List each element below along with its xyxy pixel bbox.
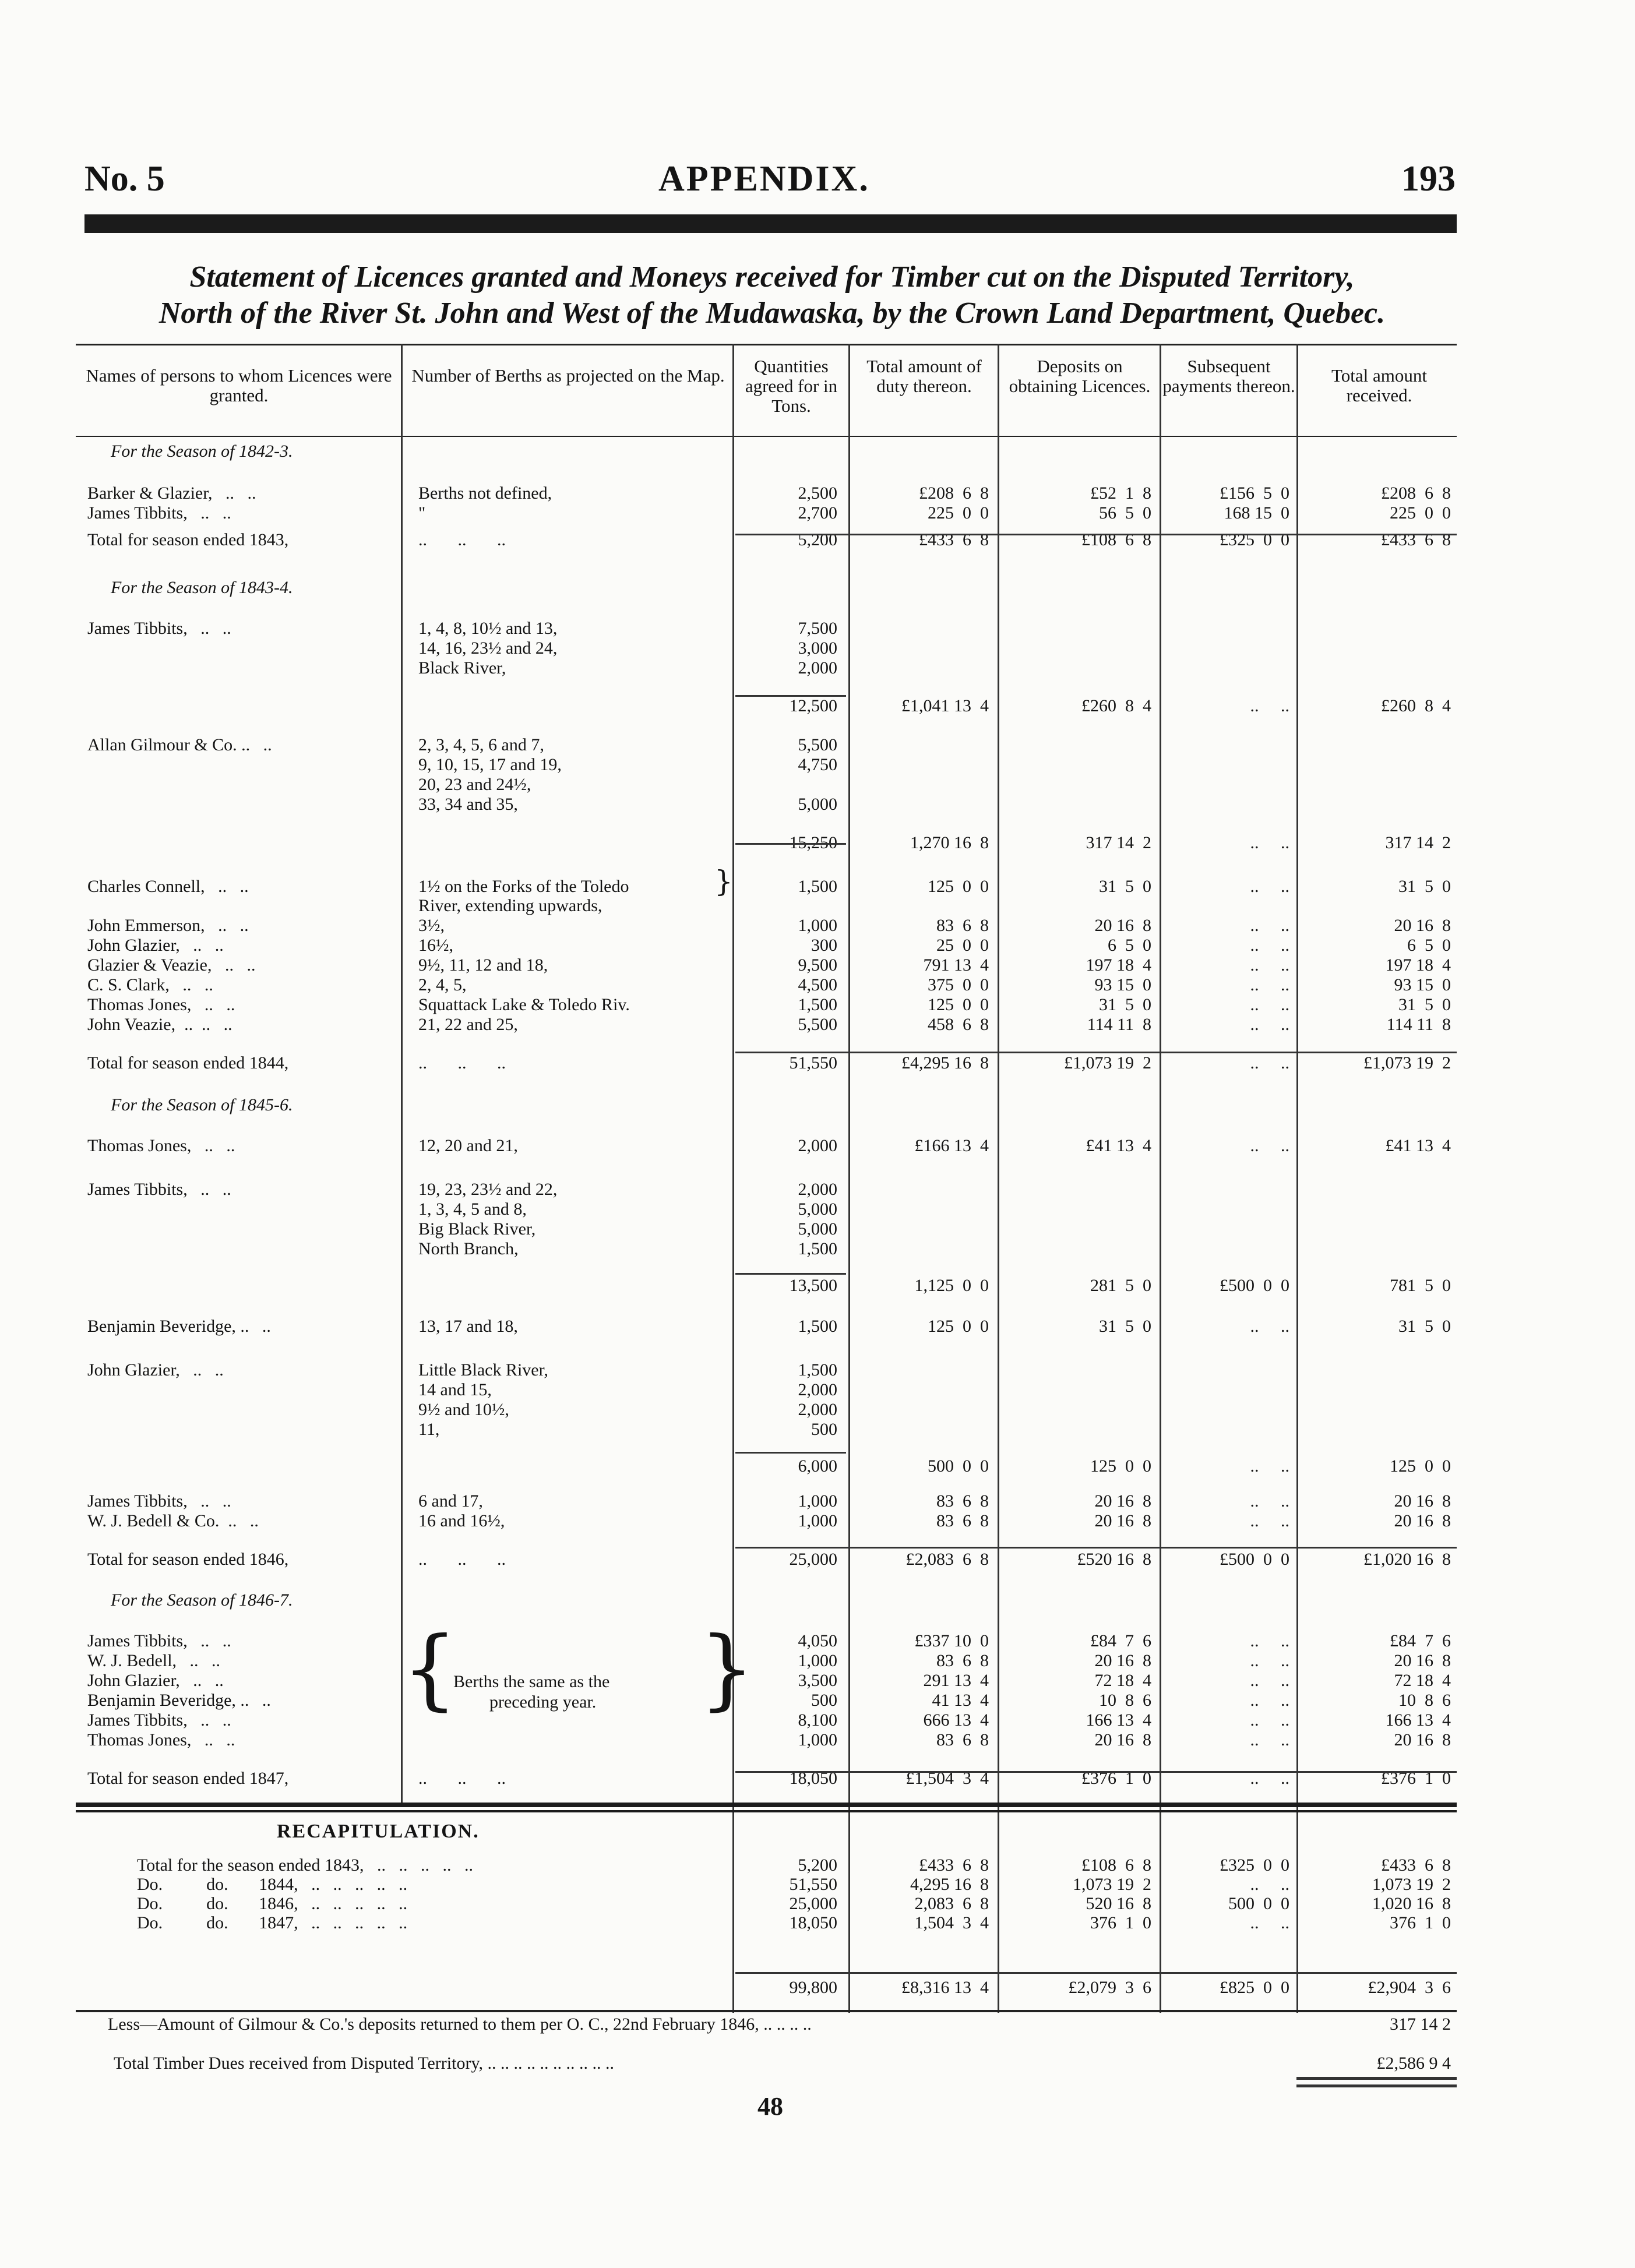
duty-cell: £337 10 0 (914, 1631, 989, 1650)
received-cell: £376 1 0 (1381, 1769, 1451, 1788)
deposit-cell: 20 16 8 (1094, 1651, 1151, 1670)
subsequent-cell: .. .. (1250, 1651, 1289, 1670)
recap-total-rule (735, 1972, 1457, 1974)
subtotal-rule (735, 1273, 846, 1275)
subsequent-cell: .. .. (1250, 696, 1289, 715)
berth-numbers: Squattack Lake & Toledo Riv. (418, 995, 630, 1014)
received-cell: 31 5 0 (1398, 1317, 1451, 1336)
received-cell: 114 11 8 (1386, 1015, 1451, 1034)
licensee-name: John Emmerson, .. .. (87, 916, 249, 935)
duty-cell: 458 6 8 (928, 1015, 989, 1034)
subsequent-cell: .. .. (1250, 833, 1289, 852)
deposit-cell: 31 5 0 (1099, 995, 1151, 1014)
licensee-name: Total for season ended 1844, (87, 1053, 289, 1073)
deposit-cell: 56 5 0 (1099, 503, 1151, 523)
page-heading: APPENDIX. (658, 159, 870, 199)
berth-numbers: 9½, 11, 12 and 18, (418, 955, 548, 975)
received-cell: 6 5 0 (1407, 936, 1451, 955)
berth-numbers: 12, 20 and 21, (418, 1136, 518, 1155)
tons-cell: 25,000 (789, 1894, 837, 1913)
duty-cell: £8,316 13 4 (901, 1978, 989, 1997)
received-cell: 31 5 0 (1398, 995, 1451, 1014)
berth-numbers: 16 and 16½, (418, 1511, 505, 1530)
table-top-rule (76, 344, 1457, 345)
licensee-name: James Tibbits, .. .. (87, 503, 231, 523)
berth-numbers: .. .. .. (418, 530, 506, 549)
subsequent-cell: .. .. (1250, 877, 1289, 896)
duty-cell: £1,041 13 4 (901, 696, 989, 715)
duty-cell: 83 6 8 (936, 1511, 989, 1530)
tons-cell: 7,500 (798, 619, 837, 638)
total-dues-label: Total Timber Dues received from Disputed Territory, .. .. .. .. .. .. .. .. .. .. (114, 2054, 614, 2073)
berth-numbers: 13, 17 and 18, (418, 1317, 518, 1336)
subtotal-rule (735, 1547, 1457, 1549)
tons-cell: 2,000 (798, 1380, 837, 1399)
recap-label: Total for the season ended 1843, .. .. .. .. .. (137, 1856, 473, 1875)
subsequent-cell: .. .. (1250, 1913, 1289, 1932)
berth-numbers: Big Black River, (418, 1219, 536, 1239)
subsequent-cell: .. .. (1250, 995, 1289, 1014)
duty-cell: 500 0 0 (928, 1456, 989, 1476)
received-cell: 20 16 8 (1394, 1651, 1451, 1670)
tons-cell: 4,050 (798, 1631, 837, 1650)
licensee-name: James Tibbits, .. .. (87, 1631, 231, 1650)
season-label: For the Season of 1846-7. (111, 1590, 293, 1610)
duty-cell: 2,083 6 8 (914, 1894, 989, 1913)
received-cell: 225 0 0 (1390, 503, 1451, 523)
duty-cell: 1,504 3 4 (914, 1913, 989, 1932)
section-number: No. 5 (84, 159, 165, 199)
header-bottom-rule (76, 436, 1457, 437)
col-divider-2 (732, 344, 734, 2013)
duty-cell: 666 13 4 (923, 1710, 989, 1730)
tons-cell: 51,550 (789, 1875, 837, 1894)
subtotal-rule (735, 695, 846, 697)
subsequent-cell: .. .. (1250, 1631, 1289, 1650)
subsequent-cell: £325 0 0 (1220, 1856, 1289, 1875)
season-label: For the Season of 1842-3. (111, 442, 293, 461)
subsequent-cell: .. .. (1250, 1511, 1289, 1530)
duty-cell: 291 13 4 (923, 1671, 989, 1690)
deposit-cell: £520 16 8 (1077, 1550, 1151, 1569)
deposit-cell: 72 18 4 (1094, 1671, 1151, 1690)
licensee-name: Benjamin Beveridge, .. .. (87, 1317, 271, 1336)
licensee-name: Glazier & Veazie, .. .. (87, 955, 256, 975)
duty-cell: 25 0 0 (936, 936, 989, 955)
subsequent-cell: .. .. (1250, 1317, 1289, 1336)
subsequent-cell: 168 15 0 (1224, 503, 1289, 523)
subsequent-cell: .. .. (1250, 1491, 1289, 1511)
deposit-cell: £376 1 0 (1081, 1769, 1151, 1788)
berth-numbers: Little Black River, (418, 1360, 548, 1380)
tons-cell: 1,000 (798, 1511, 837, 1530)
licensee-name: Charles Connell, .. .. (87, 877, 249, 896)
tons-cell: 12,500 (789, 696, 837, 715)
deposit-cell: 281 5 0 (1090, 1276, 1151, 1295)
tons-cell: 2,000 (798, 1400, 837, 1419)
tons-cell: 2,000 (798, 1180, 837, 1199)
received-cell: 20 16 8 (1394, 1730, 1451, 1750)
deposit-cell: 93 15 0 (1094, 975, 1151, 994)
licensee-name: W. J. Bedell & Co. .. .. (87, 1511, 259, 1530)
deposit-cell: 6 5 0 (1108, 936, 1151, 955)
recap-label: Do. do. 1846, .. .. .. .. .. (137, 1894, 408, 1913)
duty-cell: 1,125 0 0 (914, 1276, 989, 1295)
caption-line-2: North of the River St. John and West of the Mudawaska, by the Crown Land Department, Quebec. (158, 297, 1386, 330)
colhead-duty: Total amount of duty thereon. (866, 356, 982, 396)
received-cell: £433 6 8 (1381, 1856, 1451, 1875)
subsequent-cell: £500 0 0 (1220, 1550, 1289, 1569)
berth-numbers: 20, 23 and 24½, (418, 775, 531, 794)
received-cell: 125 0 0 (1390, 1456, 1451, 1476)
tons-cell: 13,500 (789, 1276, 837, 1295)
received-cell: £2,904 3 6 (1368, 1978, 1451, 1997)
deposit-cell: 197 18 4 (1086, 955, 1151, 975)
tons-cell: 51,550 (789, 1053, 837, 1073)
licensee-name: Thomas Jones, .. .. (87, 995, 235, 1014)
col-divider-3 (848, 344, 850, 2013)
subsequent-cell: .. .. (1250, 936, 1289, 955)
colhead-subsequent: Subsequent payments thereon. (1162, 356, 1295, 396)
tons-cell: 4,750 (798, 755, 837, 774)
berth-numbers: 14, 16, 23½ and 24, (418, 639, 558, 658)
duty-cell: 1,270 16 8 (910, 833, 989, 852)
tons-cell: 3,000 (798, 639, 837, 658)
duty-cell: 83 6 8 (936, 1491, 989, 1511)
col-divider-6 (1296, 344, 1298, 2013)
berth-numbers: 2, 3, 4, 5, 6 and 7, (418, 735, 544, 754)
deposit-cell: 520 16 8 (1086, 1894, 1151, 1913)
deposit-cell: 376 1 0 (1090, 1913, 1151, 1932)
subtotal-rule (735, 1452, 846, 1454)
header-rule (84, 214, 1457, 233)
total-dues-value: £2,586 9 4 (1376, 2054, 1451, 2073)
duty-cell: £166 13 4 (914, 1136, 989, 1155)
duty-cell: 83 6 8 (936, 916, 989, 935)
berth-numbers: 1, 3, 4, 5 and 8, (418, 1200, 527, 1219)
berth-numbers: " (418, 503, 426, 523)
deposit-cell: 10 8 6 (1099, 1691, 1151, 1710)
tons-cell: 15,250 (789, 833, 837, 852)
tons-cell: 3,500 (798, 1671, 837, 1690)
tons-cell: 1,000 (798, 1730, 837, 1750)
berth-numbers: 1½ on the Forks of the Toledo (418, 877, 629, 896)
deposit-cell: 166 13 4 (1086, 1710, 1151, 1730)
deposit-cell: 114 11 8 (1087, 1015, 1151, 1034)
deposit-cell: £2,079 3 6 (1068, 1978, 1151, 1997)
duty-cell: 41 13 4 (932, 1691, 989, 1710)
deposit-cell: 20 16 8 (1094, 1491, 1151, 1511)
received-cell: 72 18 4 (1394, 1671, 1451, 1690)
received-cell: 376 1 0 (1390, 1913, 1451, 1932)
deposit-cell: 31 5 0 (1099, 1317, 1151, 1336)
tons-cell: 5,500 (798, 1015, 837, 1034)
duty-cell: 4,295 16 8 (910, 1875, 989, 1894)
tons-cell: 2,500 (798, 484, 837, 503)
licensee-name: John Glazier, .. .. (87, 1360, 224, 1380)
subsequent-cell: £325 0 0 (1220, 530, 1289, 549)
total-underline (1296, 2077, 1457, 2080)
received-cell: 1,073 19 2 (1372, 1875, 1451, 1894)
subsequent-cell: .. .. (1250, 1671, 1289, 1690)
subsequent-cell: .. .. (1250, 975, 1289, 994)
caption-line-1: Statement of Licences granted and Moneys received for Timber cut on the Disputed Territory, (189, 260, 1355, 294)
licensee-name: Thomas Jones, .. .. (87, 1136, 235, 1155)
licensee-name: W. J. Bedell, .. .. (87, 1651, 221, 1670)
deposit-cell: £260 8 4 (1081, 696, 1151, 715)
berth-numbers: Berths not defined, (418, 484, 552, 503)
colhead-deposits: Deposits on obtaining Licences. (1009, 356, 1151, 396)
left-brace-icon: { (402, 1618, 458, 1720)
received-cell: 1,020 16 8 (1372, 1894, 1451, 1913)
berths-note-line-1: Berths the same as the (453, 1672, 610, 1691)
duty-cell: £208 6 8 (919, 484, 989, 503)
duty-cell: 83 6 8 (936, 1651, 989, 1670)
received-cell: 317 14 2 (1385, 833, 1451, 852)
berth-numbers: 33, 34 and 35, (418, 795, 518, 814)
licensee-name: John Veazie, .. .. .. (87, 1015, 232, 1034)
licensee-name: John Glazier, .. .. (87, 1671, 224, 1690)
berth-numbers: 9½ and 10½, (418, 1400, 509, 1419)
deposit-cell: £1,073 19 2 (1064, 1053, 1151, 1073)
tons-cell: 5,000 (798, 1219, 837, 1239)
subsequent-cell: £825 0 0 (1220, 1978, 1289, 1997)
subsequent-cell: .. .. (1250, 1710, 1289, 1730)
berth-numbers: 6 and 17, (418, 1491, 483, 1511)
subsequent-cell: .. .. (1250, 1730, 1289, 1750)
received-cell: 20 16 8 (1394, 1491, 1451, 1511)
duty-cell: 225 0 0 (928, 503, 989, 523)
berth-numbers: 2, 4, 5, (418, 975, 467, 994)
tons-cell: 1,000 (798, 1651, 837, 1670)
received-cell: 166 13 4 (1385, 1710, 1451, 1730)
tons-cell: 2,000 (798, 1136, 837, 1155)
berth-numbers: North Branch, (418, 1239, 519, 1258)
duty-cell: 791 13 4 (923, 955, 989, 975)
subtotal-rule (735, 534, 1457, 535)
recap-label: Do. do. 1847, .. .. .. .. .. (137, 1913, 408, 1932)
received-cell: £260 8 4 (1381, 696, 1451, 715)
recap-rule (76, 1803, 1457, 1812)
subsequent-cell: .. .. (1250, 1053, 1289, 1073)
tons-cell: 1,500 (798, 1239, 837, 1258)
colhead-tons: Quantities agreed for in Tons. (745, 356, 838, 416)
deposit-cell: £108 6 8 (1081, 1856, 1151, 1875)
subtotal-rule (735, 843, 846, 845)
berth-numbers: .. .. .. (418, 1053, 506, 1073)
subsequent-cell: .. .. (1250, 1875, 1289, 1894)
recap-label: Do. do. 1844, .. .. .. .. .. (137, 1875, 408, 1894)
received-cell: 93 15 0 (1394, 975, 1451, 994)
duty-cell: £4,295 16 8 (901, 1053, 989, 1073)
licensee-name: Total for season ended 1847, (87, 1769, 289, 1788)
subsequent-cell: .. .. (1250, 916, 1289, 935)
right-brace-icon: } (699, 1618, 755, 1720)
col-divider-5 (1160, 344, 1161, 2013)
tons-cell: 1,500 (798, 995, 837, 1014)
received-cell: £208 6 8 (1381, 484, 1451, 503)
recap-bottom-rule (76, 2010, 1457, 2012)
subsequent-cell: .. .. (1250, 955, 1289, 975)
received-cell: 20 16 8 (1394, 916, 1451, 935)
tons-cell: 5,200 (798, 530, 837, 549)
tons-cell: 2,000 (798, 658, 837, 678)
tons-cell: 500 (811, 1420, 837, 1439)
deposit-cell: 31 5 0 (1099, 877, 1151, 896)
received-cell: £84 7 6 (1390, 1631, 1451, 1650)
deposit-cell: £84 7 6 (1090, 1631, 1151, 1650)
berth-numbers: 19, 23, 23½ and 22, (418, 1180, 558, 1199)
berth-numbers: .. .. .. (418, 1769, 506, 1788)
deposit-cell: 1,073 19 2 (1073, 1875, 1151, 1894)
received-cell: £433 6 8 (1381, 530, 1451, 549)
subtotal-rule (735, 1771, 1457, 1773)
duty-cell: £433 6 8 (919, 530, 989, 549)
subsequent-cell: .. .. (1250, 1691, 1289, 1710)
licensee-name: James Tibbits, .. .. (87, 1491, 231, 1511)
berths-note-line-2: preceding year. (489, 1692, 597, 1712)
received-cell: £1,073 19 2 (1363, 1053, 1451, 1073)
less-value: 317 14 2 (1390, 2015, 1451, 2034)
berth-numbers: 9, 10, 15, 17 and 19, (418, 755, 562, 774)
subsequent-cell: £156 5 0 (1220, 484, 1289, 503)
tons-cell: 6,000 (798, 1456, 837, 1476)
deposit-cell: 20 16 8 (1094, 1511, 1151, 1530)
tons-cell: 9,500 (798, 955, 837, 975)
received-cell: £41 13 4 (1385, 1136, 1451, 1155)
tons-cell: 8,100 (798, 1710, 837, 1730)
table-caption (87, 259, 1457, 331)
tons-cell: 5,500 (798, 735, 837, 754)
received-cell: £1,020 16 8 (1363, 1550, 1451, 1569)
recap-title: RECAPITULATION. (277, 1821, 480, 1842)
tons-cell: 5,200 (798, 1856, 837, 1875)
tons-cell: 5,000 (798, 1200, 837, 1219)
duty-cell: 125 0 0 (928, 877, 989, 896)
berth-numbers: Black River, (418, 658, 506, 678)
colhead-names: Names of persons to whom Licences were granted. (86, 365, 392, 405)
received-cell: 31 5 0 (1398, 877, 1451, 896)
subsequent-cell: 500 0 0 (1228, 1894, 1289, 1913)
berth-numbers: .. .. .. (418, 1550, 506, 1569)
berth-numbers: 3½, (418, 916, 445, 935)
tons-cell: 300 (811, 936, 837, 955)
colhead-berths: Number of Berths as projected on the Map. (411, 365, 725, 386)
berth-numbers: River, extending upwards, (418, 896, 602, 915)
duty-cell: 375 0 0 (928, 975, 989, 994)
subsequent-cell: .. .. (1250, 1769, 1289, 1788)
duty-cell: 125 0 0 (928, 995, 989, 1014)
deposit-cell: £52 1 8 (1090, 484, 1151, 503)
tons-cell: 1,000 (798, 916, 837, 935)
licensee-name: Total for season ended 1843, (87, 530, 289, 549)
licensee-name: James Tibbits, .. .. (87, 1710, 231, 1730)
duty-cell: 83 6 8 (936, 1730, 989, 1750)
deposit-cell: £41 13 4 (1086, 1136, 1151, 1155)
tons-cell: 2,700 (798, 503, 837, 523)
licensee-name: Total for season ended 1846, (87, 1550, 289, 1569)
duty-cell: £1,504 3 4 (905, 1769, 989, 1788)
subsequent-cell: .. .. (1250, 1015, 1289, 1034)
deposit-cell: £108 6 8 (1081, 530, 1151, 549)
deposit-cell: 20 16 8 (1094, 916, 1151, 935)
col-divider-1 (401, 344, 403, 1806)
tons-cell: 18,050 (789, 1913, 837, 1932)
less-label: Less—Amount of Gilmour & Co.'s deposits returned to them per O. C., 22nd February 1846, .. .. .. .. (108, 2015, 812, 2034)
col-divider-4 (998, 344, 999, 2013)
season-label: For the Season of 1843-4. (111, 578, 293, 597)
subsequent-cell: .. .. (1250, 1456, 1289, 1476)
received-cell: 197 18 4 (1385, 955, 1451, 975)
subtotal-rule (735, 1052, 1457, 1053)
total-underline (1296, 2084, 1457, 2087)
deposit-cell: 317 14 2 (1086, 833, 1151, 852)
tons-cell: 1,000 (798, 1491, 837, 1511)
licensee-name: Allan Gilmour & Co. .. .. (87, 735, 272, 754)
tons-cell: 5,000 (798, 795, 837, 814)
received-cell: 10 8 6 (1398, 1691, 1451, 1710)
received-cell: 20 16 8 (1394, 1511, 1451, 1530)
licensee-name: Barker & Glazier, .. .. (87, 484, 256, 503)
page-number-top: 193 (1401, 159, 1456, 199)
licensee-name: James Tibbits, .. .. (87, 619, 231, 638)
deposit-cell: 125 0 0 (1090, 1456, 1151, 1476)
berth-numbers: 14 and 15, (418, 1380, 492, 1399)
season-label: For the Season of 1845-6. (111, 1095, 293, 1114)
deposit-cell: 20 16 8 (1094, 1730, 1151, 1750)
berth-numbers: 1, 4, 8, 10½ and 13, (418, 619, 558, 638)
berth-numbers: 21, 22 and 25, (418, 1015, 518, 1034)
duty-cell: 125 0 0 (928, 1317, 989, 1336)
duty-cell: £433 6 8 (919, 1856, 989, 1875)
tons-cell: 500 (811, 1691, 837, 1710)
tons-cell: 1,500 (798, 877, 837, 896)
berth-numbers: 11, (418, 1420, 440, 1439)
licensee-name: Benjamin Beveridge, .. .. (87, 1691, 271, 1710)
licensee-name: John Glazier, .. .. (87, 936, 224, 955)
subsequent-cell: £500 0 0 (1220, 1276, 1289, 1295)
tons-cell: 25,000 (789, 1550, 837, 1569)
tons-cell: 1,500 (798, 1360, 837, 1380)
berth-numbers: 16½, (418, 936, 453, 955)
licensee-name: Thomas Jones, .. .. (87, 1730, 235, 1750)
tons-cell: 99,800 (789, 1978, 837, 1997)
page-number-bottom: 48 (757, 2092, 783, 2121)
licensee-name: James Tibbits, .. .. (87, 1180, 231, 1199)
tons-cell: 4,500 (798, 975, 837, 994)
small-brace-icon: } (714, 865, 733, 898)
tons-cell: 18,050 (789, 1769, 837, 1788)
licensee-name: C. S. Clark, .. .. (87, 975, 213, 994)
received-cell: 781 5 0 (1390, 1276, 1451, 1295)
subsequent-cell: .. .. (1250, 1136, 1289, 1155)
tons-cell: 1,500 (798, 1317, 837, 1336)
duty-cell: £2,083 6 8 (905, 1550, 989, 1569)
colhead-received: Total amount received. (1331, 365, 1427, 405)
